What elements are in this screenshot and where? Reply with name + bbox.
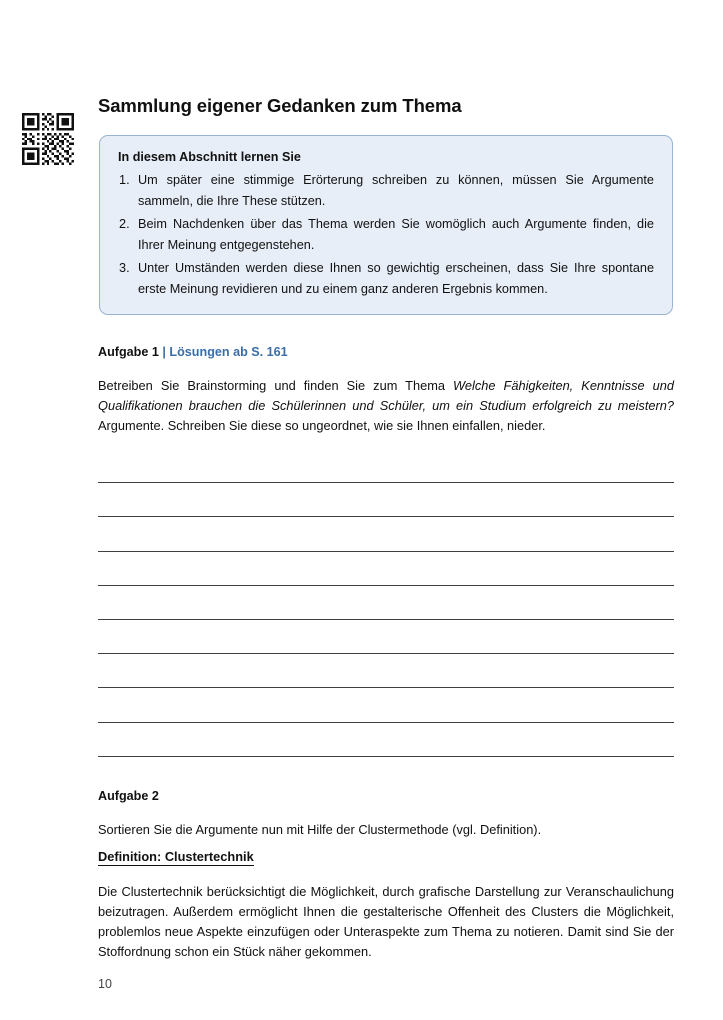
list-item: Unter Umständen werden diese Ihnen so gewichtig erscheinen, dass Sie Ihre spontane erste Meinung revidieren und zu einem ganz anderen Ergebnis kommen. <box>138 261 654 296</box>
task-1-text-part2: Argumente. Schreiben Sie diese so ungeordnet, wie sie Ihnen einfallen, nieder. <box>98 418 546 434</box>
task-2-heading: Aufgabe 2 <box>98 789 159 803</box>
learning-objectives-heading: In diesem Abschnitt lernen Sie <box>118 150 301 164</box>
qr-code-icon[interactable] <box>22 113 74 165</box>
list-item: Um später eine stimmige Erörterung schreiben zu können, müssen Sie Argumente sammeln, die Ihre These stützen. <box>138 173 654 208</box>
answer-line[interactable] <box>98 517 674 551</box>
task-1-separator: | <box>158 345 170 359</box>
answer-line[interactable] <box>98 449 674 483</box>
answer-line[interactable] <box>98 586 674 620</box>
list-item: Beim Nachdenken über das Thema werden Sie womöglich auch Argumente finden, die Ihrer Meinung entgegenstehen. <box>138 217 654 252</box>
page-title: Sammlung eigener Gedanken zum Thema <box>98 95 462 117</box>
task-1-solution-link[interactable]: Lösungen ab S. 161 <box>169 345 288 359</box>
answer-lines[interactable] <box>98 449 674 757</box>
definition-title: Definition: Clustertechnik <box>98 849 254 864</box>
page-number: 10 <box>98 977 112 991</box>
answer-line[interactable] <box>98 552 674 586</box>
answer-line[interactable] <box>98 654 674 688</box>
task-2-text: Sortieren Sie die Argumente nun mit Hilfe der Clustermethode (vgl. Definition). <box>98 821 542 837</box>
definition-text: Die Clustertechnik berücksichtigt die Möglichkeit, durch grafische Darstellung zur Veranschaulichung beizutragen. Außerdem ermöglicht Ihnen die gestalterische Offenheit des Clusters die Möglichkeit, problemlos neue Aspekte einzufügen oder Unteraspekte zum Thema zu notieren. Damit sind Sie der Stoffordnung schon ein Stück näher gekommen. <box>98 883 674 960</box>
task-1-text <box>98 376 674 437</box>
task-1-text-part1: Betreiben Sie Brainstorming und finden Sie zum Thema <box>98 377 454 393</box>
task-1-label: Aufgabe 1 <box>98 345 159 359</box>
task-1-heading <box>98 345 288 359</box>
answer-line[interactable] <box>98 723 674 757</box>
task-1-text-topic: Welche Fähigkeiten, Kenntnisse und Qualifikationen brauchen die Schülerinnen und Schüler, um ein Studium erfolgreich zu meistern? <box>98 377 674 414</box>
answer-line[interactable] <box>98 620 674 654</box>
answer-line[interactable] <box>98 688 674 722</box>
learning-objectives-list <box>118 170 654 299</box>
answer-line[interactable] <box>98 483 674 517</box>
learning-objectives-box <box>99 135 673 315</box>
